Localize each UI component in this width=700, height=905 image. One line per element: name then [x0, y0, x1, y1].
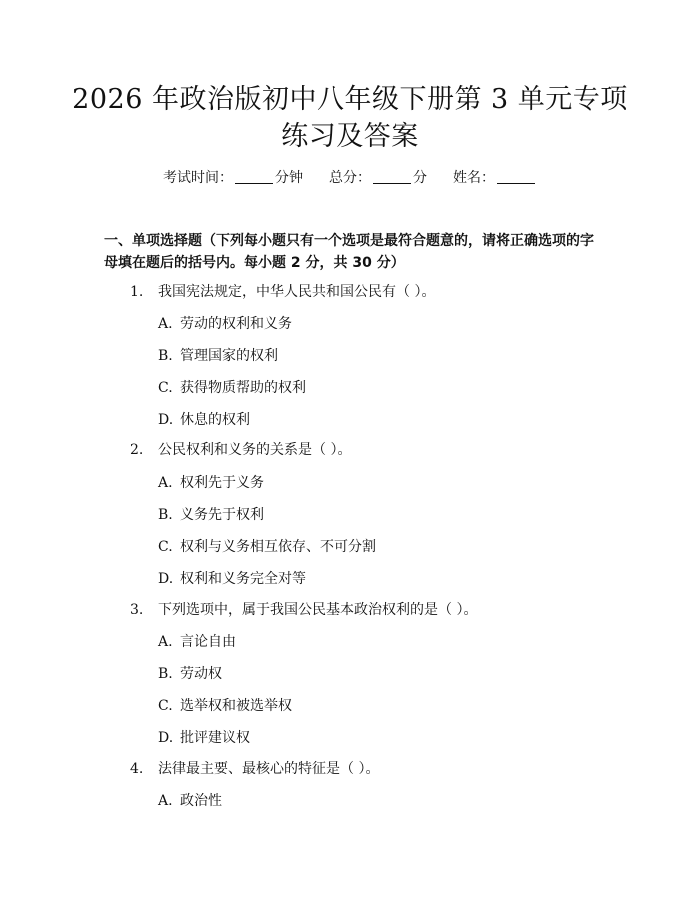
- option-letter: A.: [158, 634, 173, 650]
- question-3: [130, 600, 477, 620]
- question-text: 公民权利和义务的关系是（ ）。: [158, 442, 352, 458]
- question-1-option-b: [158, 346, 278, 366]
- option-letter: A.: [158, 316, 173, 332]
- question-1-option-a: [158, 314, 292, 334]
- option-text: 权利先于义务: [180, 475, 264, 491]
- option-text: 权利与义务相互依存、不可分割: [180, 539, 376, 555]
- question-3-option-c: [158, 696, 292, 716]
- question-4: [130, 759, 379, 779]
- score-label: 总分：: [329, 170, 371, 186]
- question-number: 1.: [130, 284, 144, 300]
- option-letter: A.: [158, 793, 173, 809]
- option-letter: A.: [158, 475, 173, 491]
- question-1: [130, 282, 435, 302]
- option-text: 休息的权利: [180, 412, 250, 428]
- option-letter: C.: [158, 539, 173, 555]
- option-letter: C.: [158, 698, 173, 714]
- name-blank: [497, 169, 535, 184]
- time-label: 考试时间：: [163, 170, 233, 186]
- score-blank: [373, 169, 411, 184]
- option-letter: D.: [158, 412, 174, 428]
- question-text: 法律最主要、最核心的特征是（ ）。: [158, 761, 380, 777]
- question-2-option-d: [158, 569, 306, 589]
- document-title-line-1: 2026 年政治版初中八年级下册第 3 单元专项: [72, 84, 628, 115]
- option-letter: D.: [158, 571, 174, 587]
- option-text: 批评建议权: [180, 730, 250, 746]
- question-3-option-b: [158, 664, 222, 684]
- question-2-option-c: [158, 537, 376, 557]
- question-2: [130, 440, 351, 460]
- option-letter: B.: [158, 348, 173, 364]
- question-text: 我国宪法规定，中华人民共和国公民有（ ）。: [158, 284, 436, 300]
- option-letter: B.: [158, 666, 173, 682]
- question-4-option-a: [158, 791, 222, 811]
- option-letter: B.: [158, 507, 173, 523]
- option-text: 管理国家的权利: [180, 348, 278, 364]
- option-text: 政治性: [180, 793, 222, 809]
- time-unit: 分钟: [275, 170, 303, 186]
- option-text: 劳动权: [180, 666, 222, 682]
- question-3-option-d: [158, 728, 250, 748]
- option-text: 言论自由: [180, 634, 236, 650]
- question-number: 3.: [130, 602, 144, 618]
- name-label: 姓名：: [453, 170, 495, 186]
- option-text: 权利和义务完全对等: [180, 571, 306, 587]
- document-title-line-2: 练习及答案: [281, 121, 419, 152]
- option-letter: C.: [158, 380, 173, 396]
- exam-meta: [0, 168, 700, 188]
- option-text: 获得物质帮助的权利: [180, 380, 306, 396]
- time-blank: [235, 169, 273, 184]
- option-text: 义务先于权利: [180, 507, 264, 523]
- section-heading: 一、单项选择题（下列每小题只有一个选项是最符合题意的，请将正确选项的字母填在题后的括号内。每小题 2 分，共 30 分）: [104, 233, 594, 271]
- question-2-option-b: [158, 505, 264, 525]
- question-number: 4.: [130, 761, 144, 777]
- question-2-option-a: [158, 473, 264, 493]
- score-unit: 分: [413, 170, 427, 186]
- question-1-option-d: [158, 410, 250, 430]
- option-text: 选举权和被选举权: [180, 698, 292, 714]
- option-text: 劳动的权利和义务: [180, 316, 292, 332]
- question-1-option-c: [158, 378, 306, 398]
- question-number: 2.: [130, 442, 144, 458]
- question-3-option-a: [158, 632, 236, 652]
- question-text: 下列选项中，属于我国公民基本政治权利的是（ ）。: [158, 602, 478, 618]
- option-letter: D.: [158, 730, 174, 746]
